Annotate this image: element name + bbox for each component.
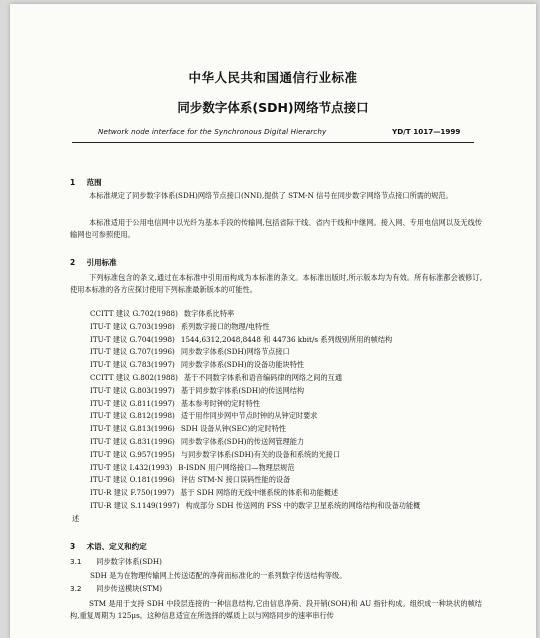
reference-title: SDH 设备从钟(SEC)的定时特性	[180, 424, 287, 434]
reference-item	[90, 500, 510, 513]
section-2-para-1: 下列标准包含的条文,通过在本标准中引用而构成为本标准的条文。本标准出版时,所示版本均为有效。所有标准都会被修订,使用本标准的各方应探讨使用下列标准最新版本的可能性。	[70, 273, 482, 294]
document-title: 同步数字体系(SDH)网络节点接口	[177, 100, 369, 115]
subsection-3-1-text: SDH 是为在物理传输网上传送适配的净荷而标准化的一系列数字传送结构等级。	[90, 571, 347, 580]
reference-title: 1544,6312,2048,8448 和 44736 kbit/s 系列级别所用的帧结构	[180, 334, 393, 344]
reference-code: ITU-T 建议 G.703(1998)	[90, 321, 175, 331]
reference-code: ITU-T 建议 G.783(1997)	[90, 360, 175, 370]
reference-title: 基于 SDH 网络的无线中继系统的体系和功能概述	[180, 488, 339, 498]
reference-title: 构成部分 SDH 传送网的 FSS 中的数字卫星系统的网络结构和设备功能概	[185, 500, 421, 510]
reference-title: 同步数字体系(SDH)网络节点接口	[180, 347, 290, 357]
subsection-3-2-text: STM 是用于支持 SDH 中段层连接的一种信息结构,它由信息净荷、段开销(SOH)和 AU 指针构成。组织成一种块状的帧结构,重复周期为 125μs。这种信息适宜在所选择的媒质上以与网络同步的速率串行传	[70, 599, 482, 620]
reference-code: ITU-T 建议 G.813(1996)	[90, 424, 175, 434]
section-1-para-2: 本标准适用于公用电信网中以光纤为基本手段的传输网,包括省际干线、省内干线和中继网。接入网、专用电信网以及无线传输网也可参照使用。	[70, 218, 482, 239]
reference-item-continuation	[72, 513, 510, 526]
reference-item	[90, 436, 510, 449]
section-1-number: 1	[70, 178, 76, 187]
reference-item	[90, 346, 510, 359]
reference-title: 评估 STM-N 接口误码性能的设备	[180, 475, 291, 485]
section-3-heading	[70, 541, 147, 552]
reference-title: 适于用作同步网中节点时钟的从钟定时要求	[180, 411, 318, 421]
reference-title: 基于不同数字体系和语音编码律的网络之间的互通	[183, 372, 343, 382]
section-2-heading	[70, 257, 117, 268]
reference-item	[90, 308, 510, 321]
section-2-title: 引用标准	[86, 258, 117, 267]
reference-title: 基于同步数字体系(SDH)的传送网结构	[180, 385, 305, 395]
reference-title: 同步数字体系(SDH)的设备功能块特性	[180, 360, 305, 370]
reference-code: ITU-T 建议 I.432(1993)	[90, 462, 173, 472]
reference-item	[90, 359, 510, 372]
section-3-title: 术语、定义和约定	[86, 542, 147, 551]
reference-code: CCITT 建议 G.702(1988)	[90, 309, 178, 318]
subsection-3-2-title: 同步传送模块(STM)	[96, 584, 163, 593]
reference-code: ITU-T 建议 O.181(1996)	[90, 475, 175, 485]
document-page	[10, 4, 536, 638]
reference-code: ITU-T 建议 G.707(1996)	[90, 347, 175, 357]
standard-org-heading: 中华人民共和国通信行业标准	[188, 70, 358, 85]
english-title: Network node interface for the Synchronous Digital Hierarchy	[98, 127, 327, 136]
section-1-heading	[70, 177, 102, 188]
reference-item	[90, 449, 510, 462]
section-3-number: 3	[70, 542, 76, 551]
subsection-3-1-title: 同步数字体系(SDH)	[96, 557, 162, 566]
reference-item	[90, 423, 510, 436]
reference-item	[90, 462, 510, 475]
reference-code: ITU-T 建议 G.957(1995)	[90, 449, 175, 459]
reference-item	[90, 474, 510, 487]
reference-item	[90, 385, 510, 398]
reference-item	[90, 487, 510, 500]
subsection-3-1-heading	[70, 557, 162, 567]
reference-code: ITU-R 建议 S.1149(1997)	[90, 500, 180, 510]
reference-title: 数字体系比特率	[183, 309, 235, 318]
subsection-3-2-heading	[70, 584, 162, 594]
reference-item	[90, 372, 510, 385]
reference-item	[90, 398, 510, 411]
reference-code: ITU-T 建议 G.812(1998)	[90, 411, 175, 421]
reference-item	[90, 410, 510, 423]
reference-title: 基本参考时钟的定时特性	[180, 398, 260, 408]
section-1-title: 范围	[86, 178, 102, 187]
subsection-3-1-number: 3.1	[70, 557, 82, 566]
reference-title: 与同步数字体系(SDH)有关的设备和系统的光接口	[180, 449, 341, 459]
reference-code: ITU-T 建议 G.831(1996)	[90, 436, 175, 446]
section-1-para-1: 本标准规定了同步数字体系(SDH)网络节点接口(NNI),提供了 STM-N 信号在同步数字网络节点接口所需的规范。	[89, 191, 453, 200]
reference-title: B-ISDN 用户网络接口—物理层规范	[178, 462, 295, 472]
reference-code: ITU-T 建议 G.803(1997)	[90, 385, 175, 395]
header-rule	[72, 142, 474, 143]
reference-title: 同步数字体系(SDH)的传送网管理能力	[180, 436, 305, 446]
section-2-number: 2	[70, 258, 76, 267]
subsection-3-2-number: 3.2	[70, 584, 82, 593]
reference-title: 系列数字接口的物理/电特性	[180, 321, 270, 331]
reference-item	[90, 321, 510, 334]
reference-code: ITU-T 建议 G.704(1998)	[90, 334, 175, 344]
reference-code: CCITT 建议 G.802(1988)	[90, 372, 178, 382]
standard-code: YD/T 1017—1999	[392, 127, 461, 136]
reference-list	[72, 308, 510, 526]
reference-code: ITU-R 建议 F.750(1997)	[90, 488, 175, 498]
reference-item	[90, 334, 510, 347]
reference-title-continuation: 述	[72, 513, 80, 523]
reference-code: ITU-T 建议 G.811(1997)	[90, 398, 175, 408]
